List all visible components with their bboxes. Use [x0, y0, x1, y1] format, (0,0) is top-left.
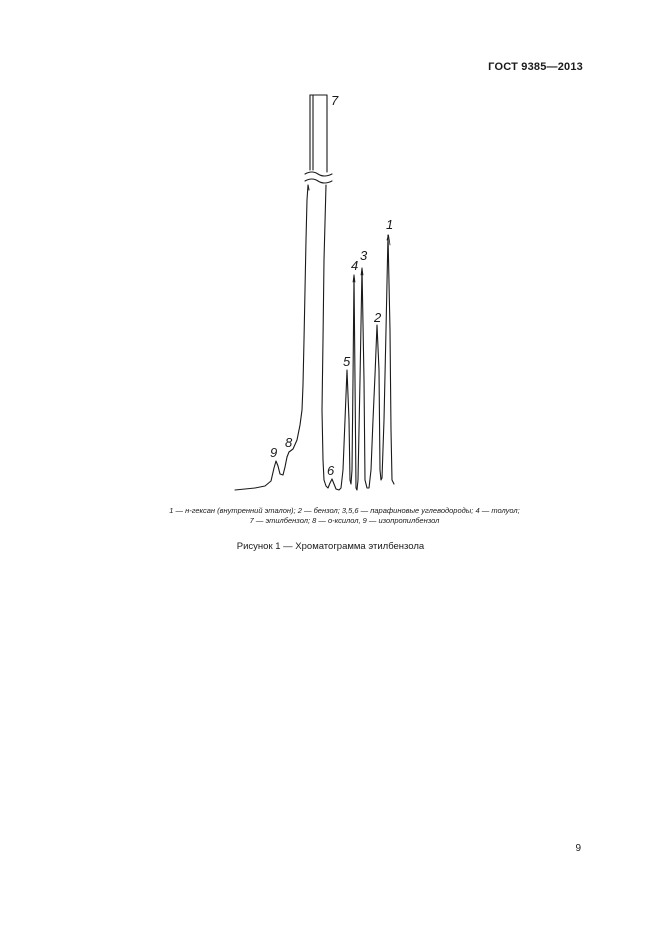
- peak-label-4: 4: [351, 258, 359, 273]
- page-header: ГОСТ 9385—2013: [488, 61, 583, 73]
- peak-label-8: 8: [285, 435, 293, 450]
- page-number: 9: [575, 843, 581, 854]
- peak-label-2: 2: [374, 310, 382, 325]
- peak-7-lower-right: [322, 185, 326, 480]
- legend-line-2: 7 — этилбензол; 8 — о-ксилол, 9 — изопропилбензол: [249, 516, 440, 525]
- legend-line-1: 1 — н-гексан (внутренний эталон); 2 — бензол; 3,5,6 — парафиновые углеводороды; 4 — толуол;: [169, 506, 520, 515]
- figure-legend: [0, 506, 661, 526]
- peak-label-6: 6: [327, 463, 335, 478]
- figure-title: [0, 541, 661, 552]
- peak-label-1: 1: [386, 217, 394, 232]
- peak-label-9: 9: [270, 445, 278, 460]
- break-mark-2: [305, 179, 332, 183]
- peak-label-5: 5: [343, 354, 351, 369]
- trace-right: [324, 235, 394, 490]
- break-mark-1: [305, 172, 332, 176]
- peak-label-7: 7: [331, 93, 339, 108]
- figure-title-text: Рисунок 1 — Хроматограмма этилбензола: [236, 541, 425, 552]
- peak-label-3: 3: [360, 248, 368, 263]
